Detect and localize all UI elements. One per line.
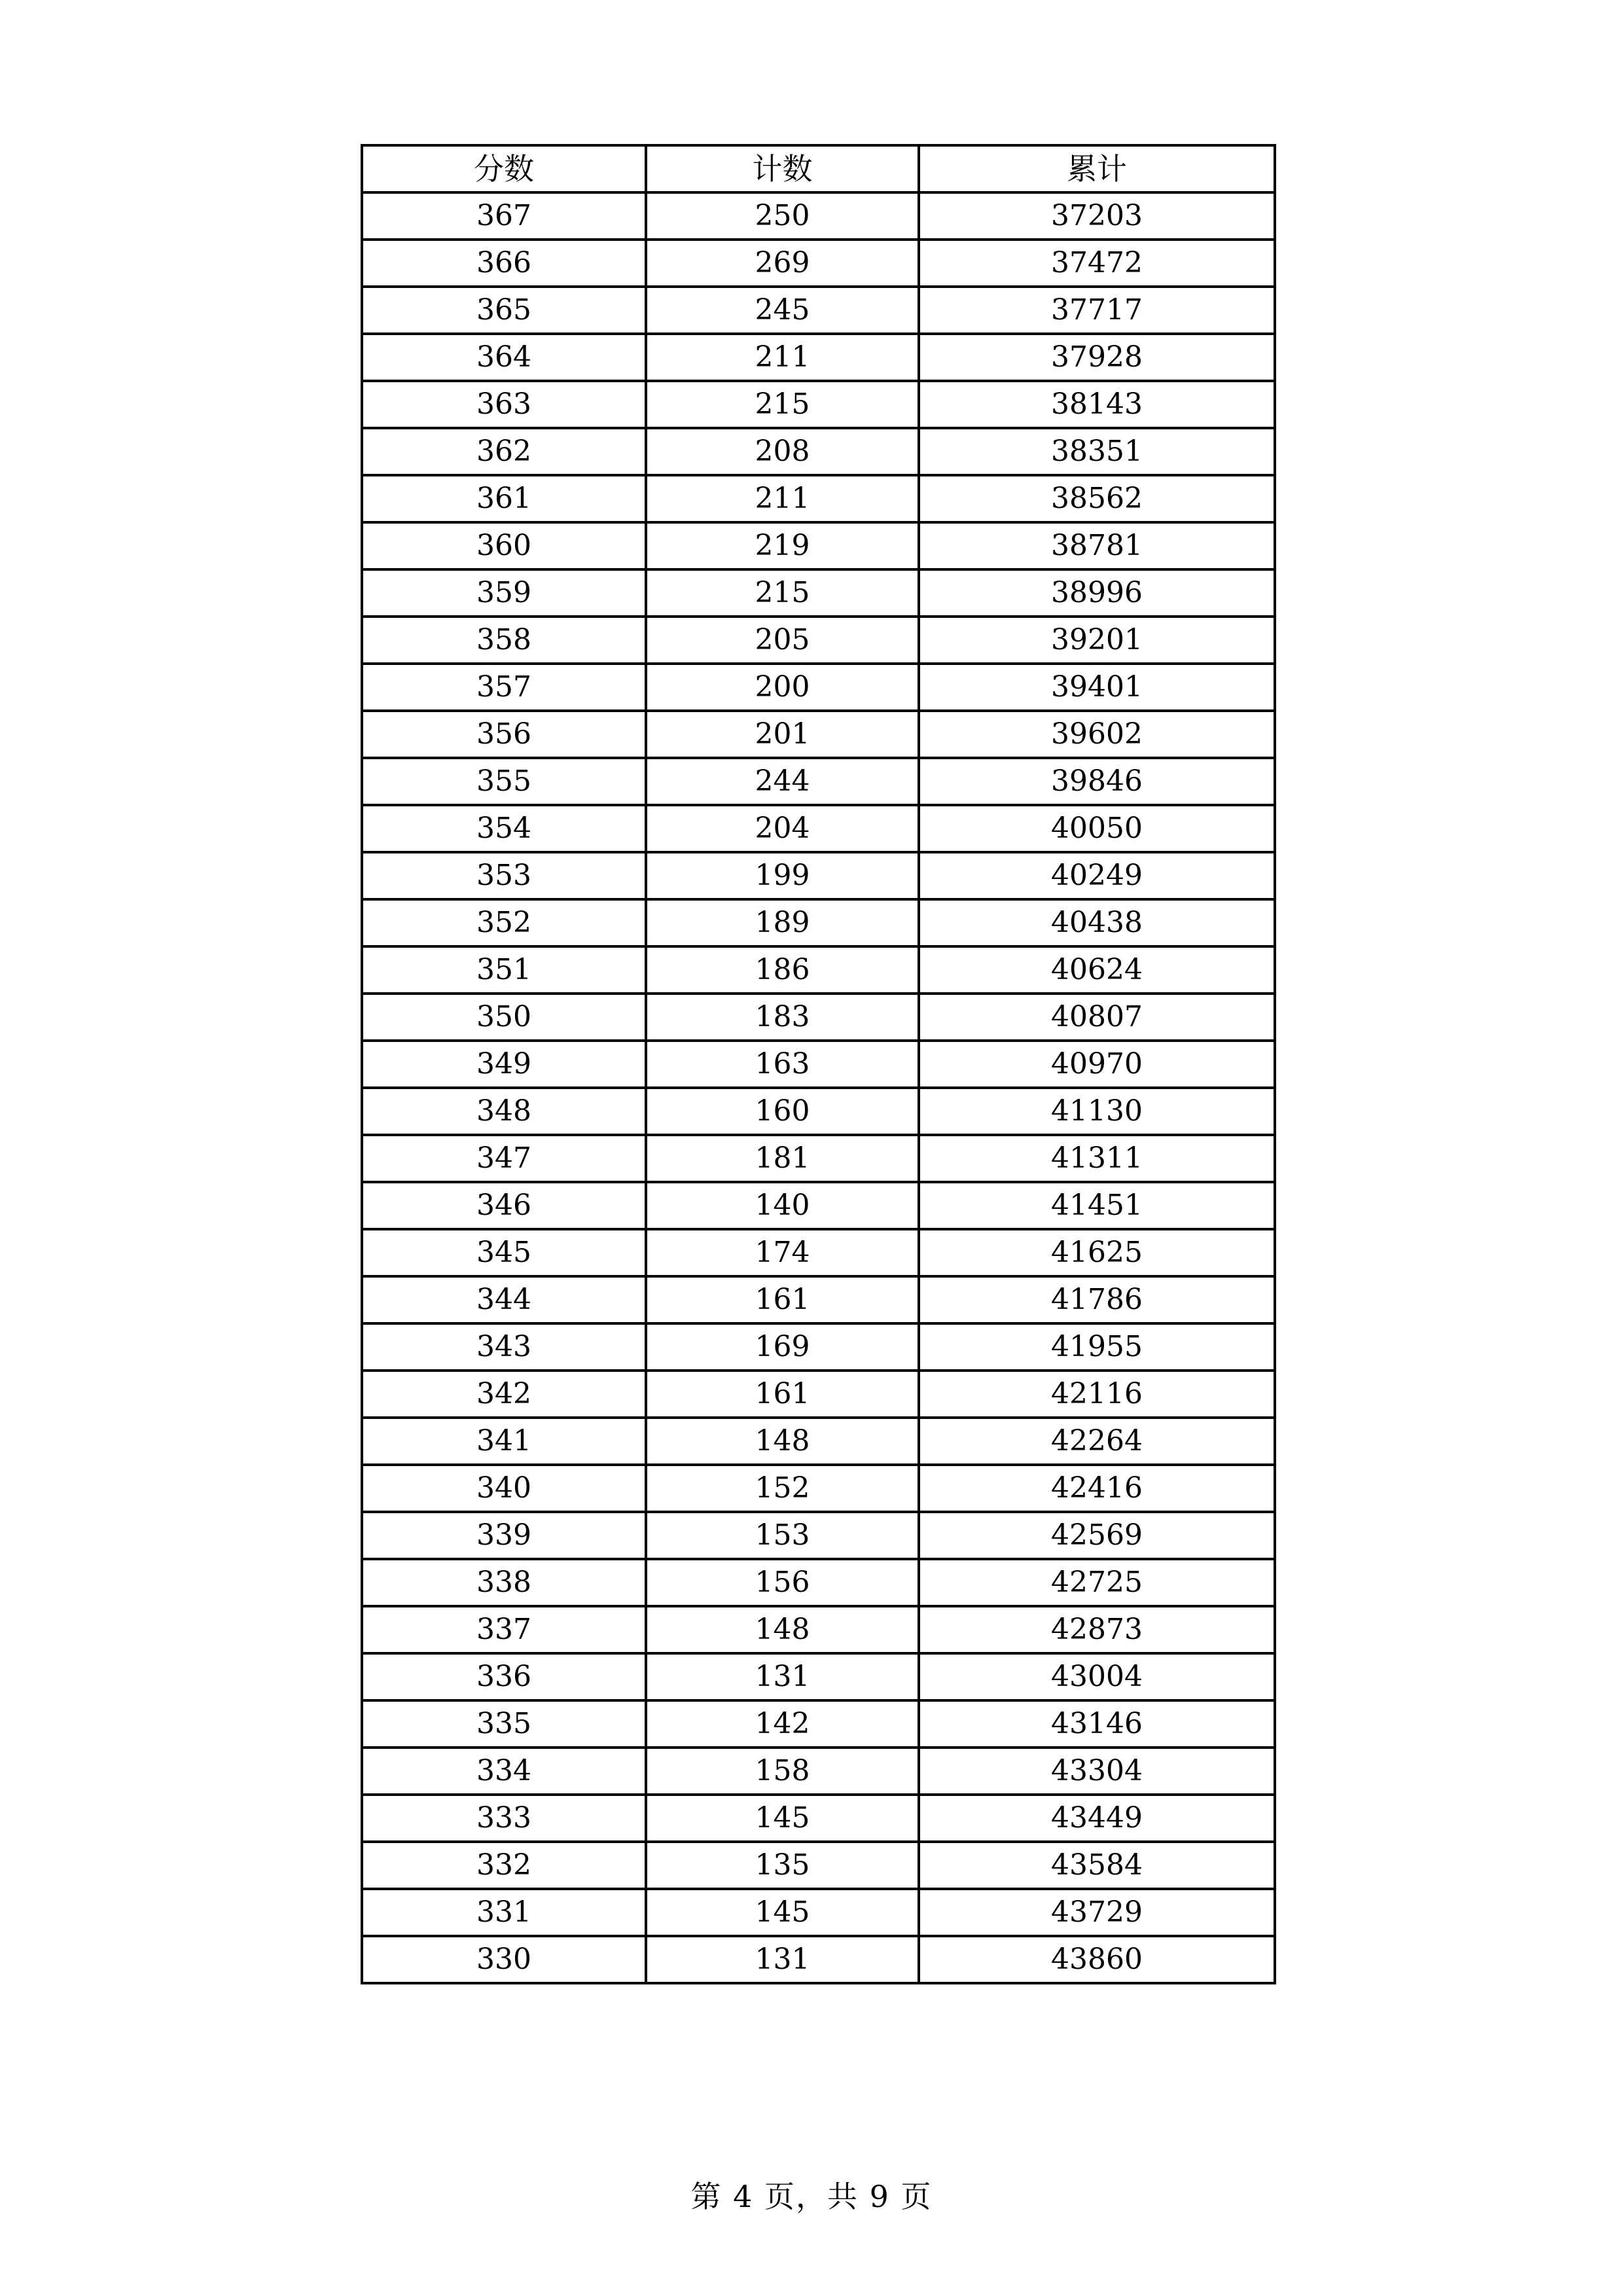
score-cell: 356: [362, 711, 646, 758]
table-row: [362, 1276, 1275, 1323]
cumulative-cell: 43004: [919, 1653, 1275, 1700]
score-cell: 352: [362, 899, 646, 946]
cumulative-cell: 40249: [919, 852, 1275, 899]
count-cell: 201: [646, 711, 919, 758]
table-row: [362, 1041, 1275, 1088]
table-row: [362, 428, 1275, 475]
score-cell: 365: [362, 287, 646, 334]
score-cell: 360: [362, 522, 646, 569]
cumulative-cell: 40438: [919, 899, 1275, 946]
cumulative-cell: 37203: [919, 192, 1275, 240]
score-cell: 349: [362, 1041, 646, 1088]
table-row: [362, 1889, 1275, 1936]
count-cell: 186: [646, 946, 919, 994]
table-row: [362, 1229, 1275, 1276]
cumulative-cell: 40807: [919, 994, 1275, 1041]
cumulative-cell: 41625: [919, 1229, 1275, 1276]
score-cell: 364: [362, 334, 646, 381]
count-cell: 163: [646, 1041, 919, 1088]
table-row: [362, 852, 1275, 899]
score-cell: 336: [362, 1653, 646, 1700]
count-cell: 204: [646, 805, 919, 852]
score-distribution-table: [361, 144, 1276, 1984]
cumulative-cell: 42116: [919, 1371, 1275, 1418]
count-cell: 200: [646, 664, 919, 711]
count-cell: 131: [646, 1936, 919, 1983]
score-cell: 361: [362, 475, 646, 522]
cumulative-cell: 41786: [919, 1276, 1275, 1323]
table-header-row: [362, 145, 1275, 192]
cumulative-cell: 37717: [919, 287, 1275, 334]
score-cell: 343: [362, 1323, 646, 1371]
table-row: [362, 617, 1275, 664]
cumulative-cell: 41955: [919, 1323, 1275, 1371]
table-row: [362, 1653, 1275, 1700]
table-row: [362, 805, 1275, 852]
cumulative-cell: 39846: [919, 758, 1275, 805]
score-cell: 330: [362, 1936, 646, 1983]
count-cell: 156: [646, 1559, 919, 1606]
table-row: [362, 1795, 1275, 1842]
cumulative-cell: 38781: [919, 522, 1275, 569]
count-cell: 183: [646, 994, 919, 1041]
count-cell: 161: [646, 1371, 919, 1418]
count-cell: 145: [646, 1889, 919, 1936]
count-cell: 215: [646, 381, 919, 428]
cumulative-cell: 40050: [919, 805, 1275, 852]
table-row: [362, 192, 1275, 240]
score-cell: 345: [362, 1229, 646, 1276]
score-cell: 337: [362, 1606, 646, 1653]
cumulative-cell: 37928: [919, 334, 1275, 381]
score-cell: 347: [362, 1135, 646, 1182]
count-cell: 160: [646, 1088, 919, 1135]
count-cell: 250: [646, 192, 919, 240]
cumulative-cell: 42725: [919, 1559, 1275, 1606]
table-row: [362, 711, 1275, 758]
count-cell: 142: [646, 1700, 919, 1748]
score-cell: 339: [362, 1512, 646, 1559]
cumulative-cell: 41451: [919, 1182, 1275, 1229]
count-cell: 205: [646, 617, 919, 664]
table-row: [362, 664, 1275, 711]
count-cell: 153: [646, 1512, 919, 1559]
count-cell: 158: [646, 1748, 919, 1795]
score-cell: 351: [362, 946, 646, 994]
cumulative-cell: 42569: [919, 1512, 1275, 1559]
count-cell: 181: [646, 1135, 919, 1182]
table-row: [362, 1512, 1275, 1559]
cumulative-cell: 39602: [919, 711, 1275, 758]
cumulative-cell: 42416: [919, 1465, 1275, 1512]
cumulative-cell: 37472: [919, 240, 1275, 287]
cumulative-cell: 38143: [919, 381, 1275, 428]
cumulative-cell: 39401: [919, 664, 1275, 711]
cumulative-cell: 43729: [919, 1889, 1275, 1936]
table-row: [362, 522, 1275, 569]
count-cell: 148: [646, 1606, 919, 1653]
score-cell: 348: [362, 1088, 646, 1135]
score-cell: 331: [362, 1889, 646, 1936]
table-row: [362, 1088, 1275, 1135]
count-cell: 208: [646, 428, 919, 475]
cumulative-cell: 43304: [919, 1748, 1275, 1795]
header-cumulative: 累计: [919, 145, 1275, 192]
header-score: 分数: [362, 145, 646, 192]
cumulative-cell: 42264: [919, 1418, 1275, 1465]
cumulative-cell: 41130: [919, 1088, 1275, 1135]
table-row: [362, 381, 1275, 428]
table-row: [362, 1606, 1275, 1653]
table-row: [362, 1936, 1275, 1983]
table-row: [362, 899, 1275, 946]
table-row: [362, 1323, 1275, 1371]
cumulative-cell: 41311: [919, 1135, 1275, 1182]
count-cell: 169: [646, 1323, 919, 1371]
table-row: [362, 994, 1275, 1041]
score-cell: 346: [362, 1182, 646, 1229]
table-row: [362, 287, 1275, 334]
score-cell: 342: [362, 1371, 646, 1418]
table-row: [362, 946, 1275, 994]
score-cell: 354: [362, 805, 646, 852]
count-cell: 215: [646, 569, 919, 617]
score-cell: 359: [362, 569, 646, 617]
table-row: [362, 1418, 1275, 1465]
count-cell: 199: [646, 852, 919, 899]
table-row: [362, 475, 1275, 522]
score-cell: 340: [362, 1465, 646, 1512]
count-cell: 152: [646, 1465, 919, 1512]
score-cell: 366: [362, 240, 646, 287]
count-cell: 140: [646, 1182, 919, 1229]
count-cell: 244: [646, 758, 919, 805]
score-cell: 357: [362, 664, 646, 711]
cumulative-cell: 40970: [919, 1041, 1275, 1088]
count-cell: 135: [646, 1842, 919, 1889]
table-row: [362, 1748, 1275, 1795]
cumulative-cell: 39201: [919, 617, 1275, 664]
cumulative-cell: 43584: [919, 1842, 1275, 1889]
count-cell: 148: [646, 1418, 919, 1465]
cumulative-cell: 43146: [919, 1700, 1275, 1748]
cumulative-cell: 42873: [919, 1606, 1275, 1653]
count-cell: 269: [646, 240, 919, 287]
score-cell: 362: [362, 428, 646, 475]
score-cell: 335: [362, 1700, 646, 1748]
table-row: [362, 334, 1275, 381]
score-cell: 344: [362, 1276, 646, 1323]
table-row: [362, 1559, 1275, 1606]
cumulative-cell: 43449: [919, 1795, 1275, 1842]
cumulative-cell: 38351: [919, 428, 1275, 475]
cumulative-cell: 40624: [919, 946, 1275, 994]
score-cell: 341: [362, 1418, 646, 1465]
table-row: [362, 1182, 1275, 1229]
score-cell: 350: [362, 994, 646, 1041]
score-cell: 363: [362, 381, 646, 428]
score-cell: 355: [362, 758, 646, 805]
count-cell: 211: [646, 475, 919, 522]
table-row: [362, 240, 1275, 287]
count-cell: 174: [646, 1229, 919, 1276]
count-cell: 189: [646, 899, 919, 946]
score-cell: 333: [362, 1795, 646, 1842]
table-row: [362, 1700, 1275, 1748]
count-cell: 245: [646, 287, 919, 334]
header-count: 计数: [646, 145, 919, 192]
cumulative-cell: 38996: [919, 569, 1275, 617]
score-cell: 338: [362, 1559, 646, 1606]
table-row: [362, 1135, 1275, 1182]
score-cell: 332: [362, 1842, 646, 1889]
table-body: [362, 192, 1275, 1983]
table-row: [362, 1465, 1275, 1512]
count-cell: 219: [646, 522, 919, 569]
table-row: [362, 1842, 1275, 1889]
score-cell: 358: [362, 617, 646, 664]
score-cell: 353: [362, 852, 646, 899]
score-cell: 334: [362, 1748, 646, 1795]
table-row: [362, 758, 1275, 805]
table-row: [362, 569, 1275, 617]
count-cell: 145: [646, 1795, 919, 1842]
cumulative-cell: 38562: [919, 475, 1275, 522]
table-row: [362, 1371, 1275, 1418]
count-cell: 211: [646, 334, 919, 381]
cumulative-cell: 43860: [919, 1936, 1275, 1983]
score-cell: 367: [362, 192, 646, 240]
count-cell: 161: [646, 1276, 919, 1323]
page-footer: 第 4 页，共 9 页: [690, 2179, 933, 2214]
count-cell: 131: [646, 1653, 919, 1700]
